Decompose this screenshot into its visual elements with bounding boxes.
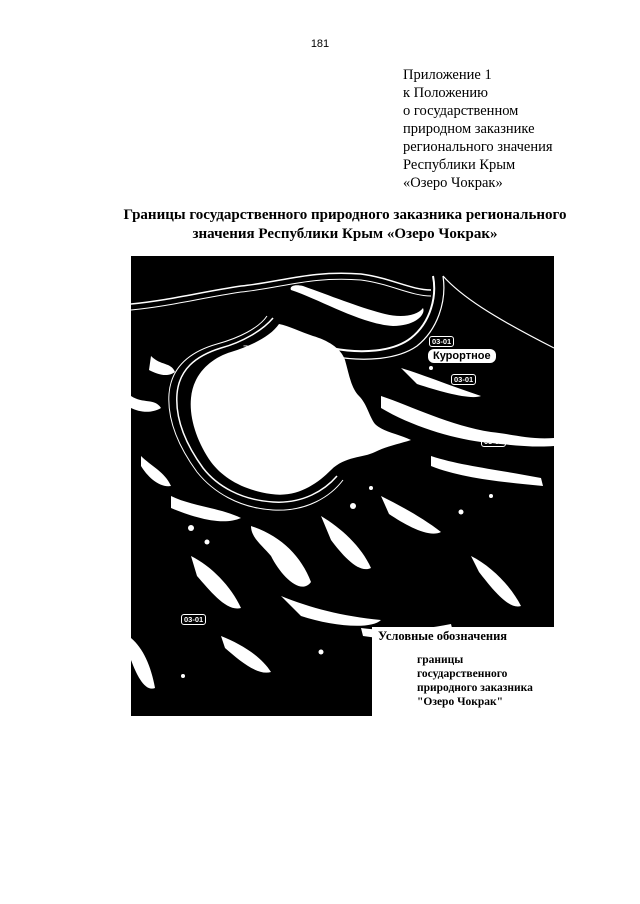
legend-title: Условные обозначения (378, 629, 508, 643)
appendix-line: о государственном (403, 103, 519, 119)
terrain-speck (369, 486, 373, 490)
terrain-speck (459, 510, 464, 515)
terrain-speck (247, 464, 251, 468)
terrain (131, 396, 161, 412)
terrain (191, 556, 241, 609)
appendix-line: Республики Крым (403, 157, 516, 173)
legend-line: государственного (417, 668, 508, 680)
coastline (131, 273, 431, 304)
terrain-speck (489, 494, 493, 498)
coastline (443, 276, 554, 348)
terrain (149, 356, 175, 375)
coastline (131, 279, 431, 310)
appendix-line: Приложение 1 (403, 67, 492, 83)
code-label: 03-01 (451, 374, 476, 385)
appendix-line: к Положению (403, 85, 488, 101)
terrain (171, 496, 241, 521)
appendix-line: «Озеро Чокрак» (403, 175, 503, 191)
point-label: 7 (243, 344, 249, 354)
title-line-2: значения Республики Крым «Озеро Чокрак» (192, 226, 498, 242)
title-line-1: Границы государственного природного заказника регионального (123, 207, 567, 223)
terrain (471, 556, 521, 607)
terrain (131, 638, 155, 689)
terrain (251, 526, 311, 587)
terrain (431, 456, 543, 486)
legend-line: природного заказника (417, 682, 533, 694)
code-label: 03-01 (481, 436, 506, 447)
terrain (381, 496, 441, 534)
appendix-block (403, 66, 623, 192)
village-label: Курортное (428, 349, 496, 363)
legend-entry (417, 653, 533, 709)
terrain-speck (181, 674, 185, 678)
sand-spit (291, 285, 424, 326)
appendix-line: регионального значения (403, 139, 553, 155)
terrain-speck (188, 525, 194, 531)
code-label: 03-01 (181, 614, 206, 625)
terrain (321, 516, 371, 569)
page-number: 181 (310, 38, 330, 50)
terrain-speck (205, 540, 210, 545)
terrain (281, 596, 381, 626)
code-label: 03-01 (429, 336, 454, 347)
appendix-line: природном заказнике (403, 121, 535, 137)
terrain (141, 456, 171, 486)
legend-line: границы (417, 654, 464, 666)
terrain-speck (429, 366, 433, 370)
legend-line: "Озеро Чокрак" (417, 696, 504, 708)
terrain (221, 636, 271, 673)
legend (372, 627, 562, 719)
terrain-speck (350, 503, 356, 509)
document-title (80, 206, 610, 244)
terrain-speck (319, 650, 324, 655)
